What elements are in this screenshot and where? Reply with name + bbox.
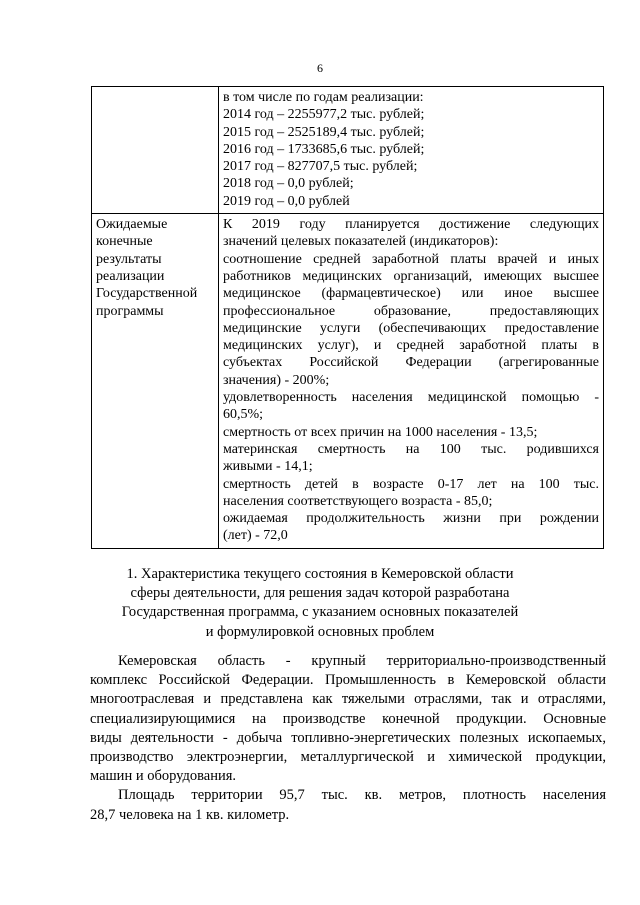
row-label-empty <box>92 87 219 214</box>
body-text <box>90 652 606 825</box>
result-line: смертность детей в возрасте 0-17 лет на 100 тыс. <box>223 476 599 492</box>
result-line: смертность от всех причин на 1000 населения - 13,5; <box>223 424 538 440</box>
row-label-line: Государственной <box>96 286 198 302</box>
table-row <box>92 87 604 214</box>
financing-line: в том числе по годам реализации: <box>223 90 424 105</box>
financing-line: 2015 год – 2525189,4 тыс. рублей; <box>223 124 425 140</box>
heading-line: и формулировкой основных проблем <box>205 623 435 640</box>
result-line: удовлетворенность населения медицинской помощью - <box>223 390 599 406</box>
table-row <box>92 214 604 549</box>
page-number: 6 <box>317 61 323 75</box>
paragraph-line: комплекс Российской Федерации. Промышленность в Кемеровской области <box>90 672 606 689</box>
paragraph-line: Площадь территории 95,7 тыс. кв. метров, плотность населения <box>118 787 606 804</box>
paragraph-line: 28,7 человека на 1 кв. километр. <box>90 806 290 823</box>
expected-results-label <box>92 214 219 549</box>
heading-line: 1. Характеристика текущего состояния в Кемеровской области <box>126 566 514 582</box>
result-line: субъектах Российской Федерации (агрегированные <box>223 355 599 371</box>
financing-by-year-cell <box>219 87 604 214</box>
result-line: медицинское (фармацевтическое) или иное высшее <box>223 286 599 302</box>
result-line: значений целевых показателей (индикаторов): <box>223 234 499 250</box>
paragraph-line: специализирующимися на производстве конечной продукции. Основные <box>90 710 606 727</box>
result-line: (лет) - 72,0 <box>223 528 288 544</box>
financing-line: 2014 год – 2255977,2 тыс. рублей; <box>223 107 425 123</box>
financing-line: 2019 год – 0,0 рублей <box>223 193 350 209</box>
result-line: соотношение средней заработной платы врачей и иных <box>223 251 599 267</box>
row-label-line: программы <box>96 303 164 319</box>
row-label-line: реализации <box>96 268 165 284</box>
paragraph-line: Кемеровская область - крупный территориально-производственный <box>118 653 606 669</box>
paragraph-line: машин и оборудования. <box>90 768 237 785</box>
heading-line: Государственная программа, с указанием основных показателей <box>121 604 519 621</box>
section-heading <box>0 565 640 642</box>
result-line: ожидаемая продолжительность жизни при рождении <box>223 511 599 527</box>
result-line: 60,5%; <box>223 407 264 423</box>
paragraph-line: виды деятельности - добыча топливно-энергетических полезных ископаемых, <box>90 729 606 746</box>
result-line: живыми - 14,1; <box>223 459 313 475</box>
result-line: медицинских услуг), и средней заработной платы в <box>223 338 599 354</box>
paragraph-line: многоотраслевая и представлена как тяжелыми отраслями, так и отраслями, <box>90 691 606 708</box>
result-line: населения соответствующего возраста - 85,0; <box>223 493 493 509</box>
program-passport-table <box>91 86 604 549</box>
financing-line: 2016 год – 1733685,6 тыс. рублей; <box>223 141 425 157</box>
heading-line: сферы деятельности, для решения задач которой разработана <box>130 585 510 602</box>
result-line: медицинские услуги (обеспечивающих предоставление <box>223 320 599 336</box>
result-line: работников медицинских организаций, имеющих высшее <box>223 268 599 284</box>
expected-results-cell <box>219 214 604 549</box>
financing-line: 2017 год – 827707,5 тыс. рублей; <box>223 159 418 175</box>
row-label-line: Ожидаемые <box>96 217 168 233</box>
financing-line: 2018 год – 0,0 рублей; <box>223 176 354 192</box>
result-line: материнская смертность на 100 тыс. родившихся <box>223 441 599 457</box>
result-line: значения) - 200%; <box>223 372 330 388</box>
row-label-line: результаты <box>96 251 162 267</box>
row-label-line: конечные <box>96 234 153 250</box>
result-line: К 2019 году планируется достижение следующих <box>223 217 599 233</box>
result-line: профессиональное образование, предоставляющих <box>223 303 599 319</box>
paragraph-line: производство электроэнергии, металлургической и химической продукции, <box>90 749 606 766</box>
